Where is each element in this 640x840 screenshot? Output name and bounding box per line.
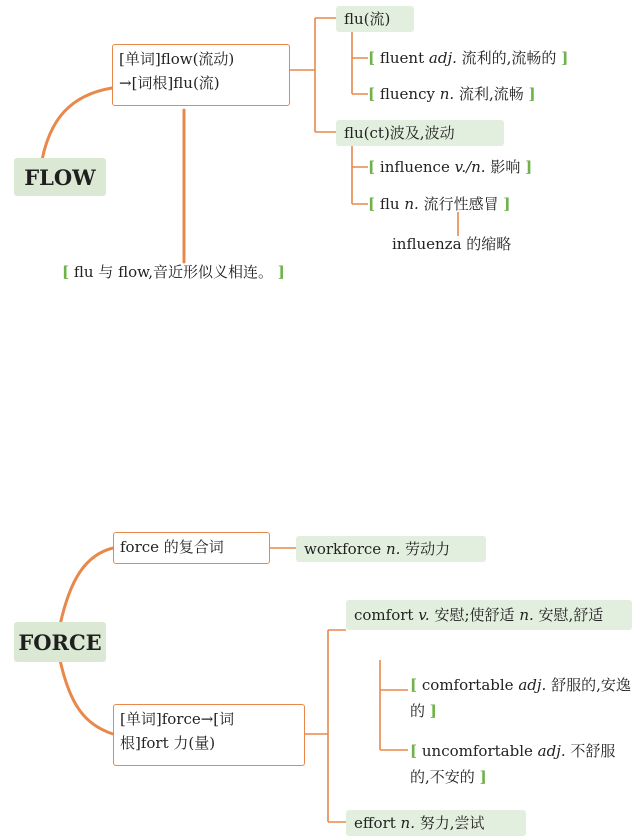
fluent-word: fluent: [379, 49, 425, 67]
flu-branch-label: flu(流): [344, 10, 391, 28]
flu-pos: n.: [404, 195, 419, 213]
force-compound-box: [113, 532, 270, 564]
flow-box-line1: [单词]flow(流动): [119, 50, 235, 68]
influenza-note-text: influenza 的缩略: [392, 235, 512, 253]
bracket-close-icon: ]: [429, 702, 437, 720]
fluct-branch-tag: [336, 120, 504, 146]
flu-word: flu: [379, 195, 400, 213]
comfort-pos: v.: [418, 606, 430, 624]
workforce-pos: n.: [385, 540, 401, 558]
bracket-close-icon: ]: [479, 768, 487, 786]
bracket-close-icon: ]: [277, 263, 285, 281]
comfort-pos-2: n.: [519, 606, 534, 624]
bracket-close-icon: ]: [525, 158, 533, 176]
influence-entry: [368, 155, 532, 179]
fluct-branch-label: flu(ct)波及,波动: [344, 124, 455, 142]
workforce-tag: [296, 536, 486, 562]
flu-definition: 流行性感冒: [423, 195, 499, 213]
flow-box-line2: →[词根]flu(流): [119, 74, 220, 92]
flow-root-label: FLOW: [24, 164, 96, 190]
force-box-to-branches: [305, 630, 346, 822]
bracket-open-icon: [: [410, 676, 418, 694]
fluent-definition: 流利的,流畅的: [461, 49, 557, 67]
force-root-node: [14, 622, 106, 662]
workforce-word: workforce: [304, 540, 382, 558]
influence-word: influence: [379, 158, 450, 176]
comfort-branch-tree: [380, 660, 408, 750]
fluency-pos: n.: [439, 85, 455, 103]
flu-branch-tree: [352, 32, 368, 94]
bracket-open-icon: [: [368, 49, 376, 67]
bracket-open-icon: [: [368, 85, 376, 103]
bracket-close-icon: ]: [561, 49, 569, 67]
fluct-branch-tree: [352, 146, 368, 204]
influenza-note: [392, 233, 511, 255]
force-definition-box: [113, 704, 305, 766]
flow-definition-box: [112, 44, 290, 106]
comfort-tag: [346, 600, 632, 630]
bracket-open-icon: [: [368, 158, 376, 176]
effort-word: effort: [354, 814, 396, 832]
force-box-line1: [单词]force→[词: [120, 710, 235, 728]
effort-definition: 努力,尝试: [419, 814, 485, 832]
bracket-close-icon: ]: [503, 195, 511, 213]
force-box-line2: 根]fort 力(量): [120, 734, 216, 752]
force-root-upper-connector: [60, 548, 113, 625]
comfort-word: comfort: [354, 606, 414, 624]
fluent-pos: adj.: [428, 49, 457, 67]
flow-summary: [62, 260, 285, 284]
influence-pos: v./n.: [454, 158, 486, 176]
force-root-label: FORCE: [18, 629, 102, 655]
flu-entry: [368, 192, 510, 216]
effort-pos: n.: [400, 814, 415, 832]
bracket-open-icon: [: [410, 742, 418, 760]
bracket-open-icon: [: [62, 263, 70, 281]
comfort-definition-2: 安慰,舒适: [538, 606, 604, 624]
uncomfortable-word: uncomfortable: [421, 742, 533, 760]
workforce-definition: 劳动力: [405, 540, 451, 558]
comfortable-pos: adj.: [518, 676, 547, 694]
bracket-close-icon: ]: [528, 85, 536, 103]
effort-tag: [346, 810, 526, 836]
comfortable-entry: [410, 672, 632, 724]
force-root-lower-connector: [60, 660, 113, 734]
force-compound-label: force 的复合词: [120, 538, 224, 556]
comfortable-definition: 舒服的,安逸的: [410, 676, 631, 720]
uncomfortable-pos: adj.: [537, 742, 566, 760]
uncomfortable-definition: 不舒服的,不安的: [410, 742, 616, 786]
influence-definition: 影响: [490, 158, 521, 176]
flow-root-node: [14, 158, 106, 196]
flu-branch-tag: [336, 6, 414, 32]
comfortable-word: comfortable: [421, 676, 514, 694]
fluent-entry: [368, 46, 568, 70]
flow-root-connector: [42, 88, 112, 160]
flow-summary-text: flu 与 flow,音近形似义相连。: [73, 263, 273, 281]
fluency-word: fluency: [379, 85, 435, 103]
comfort-definition-1: 安慰;使舒适: [434, 606, 515, 624]
bracket-open-icon: [: [368, 195, 376, 213]
fluency-entry: [368, 82, 536, 106]
fluency-definition: 流利,流畅: [458, 85, 524, 103]
flow-box-to-branches: [290, 18, 336, 132]
uncomfortable-entry: [410, 738, 632, 790]
